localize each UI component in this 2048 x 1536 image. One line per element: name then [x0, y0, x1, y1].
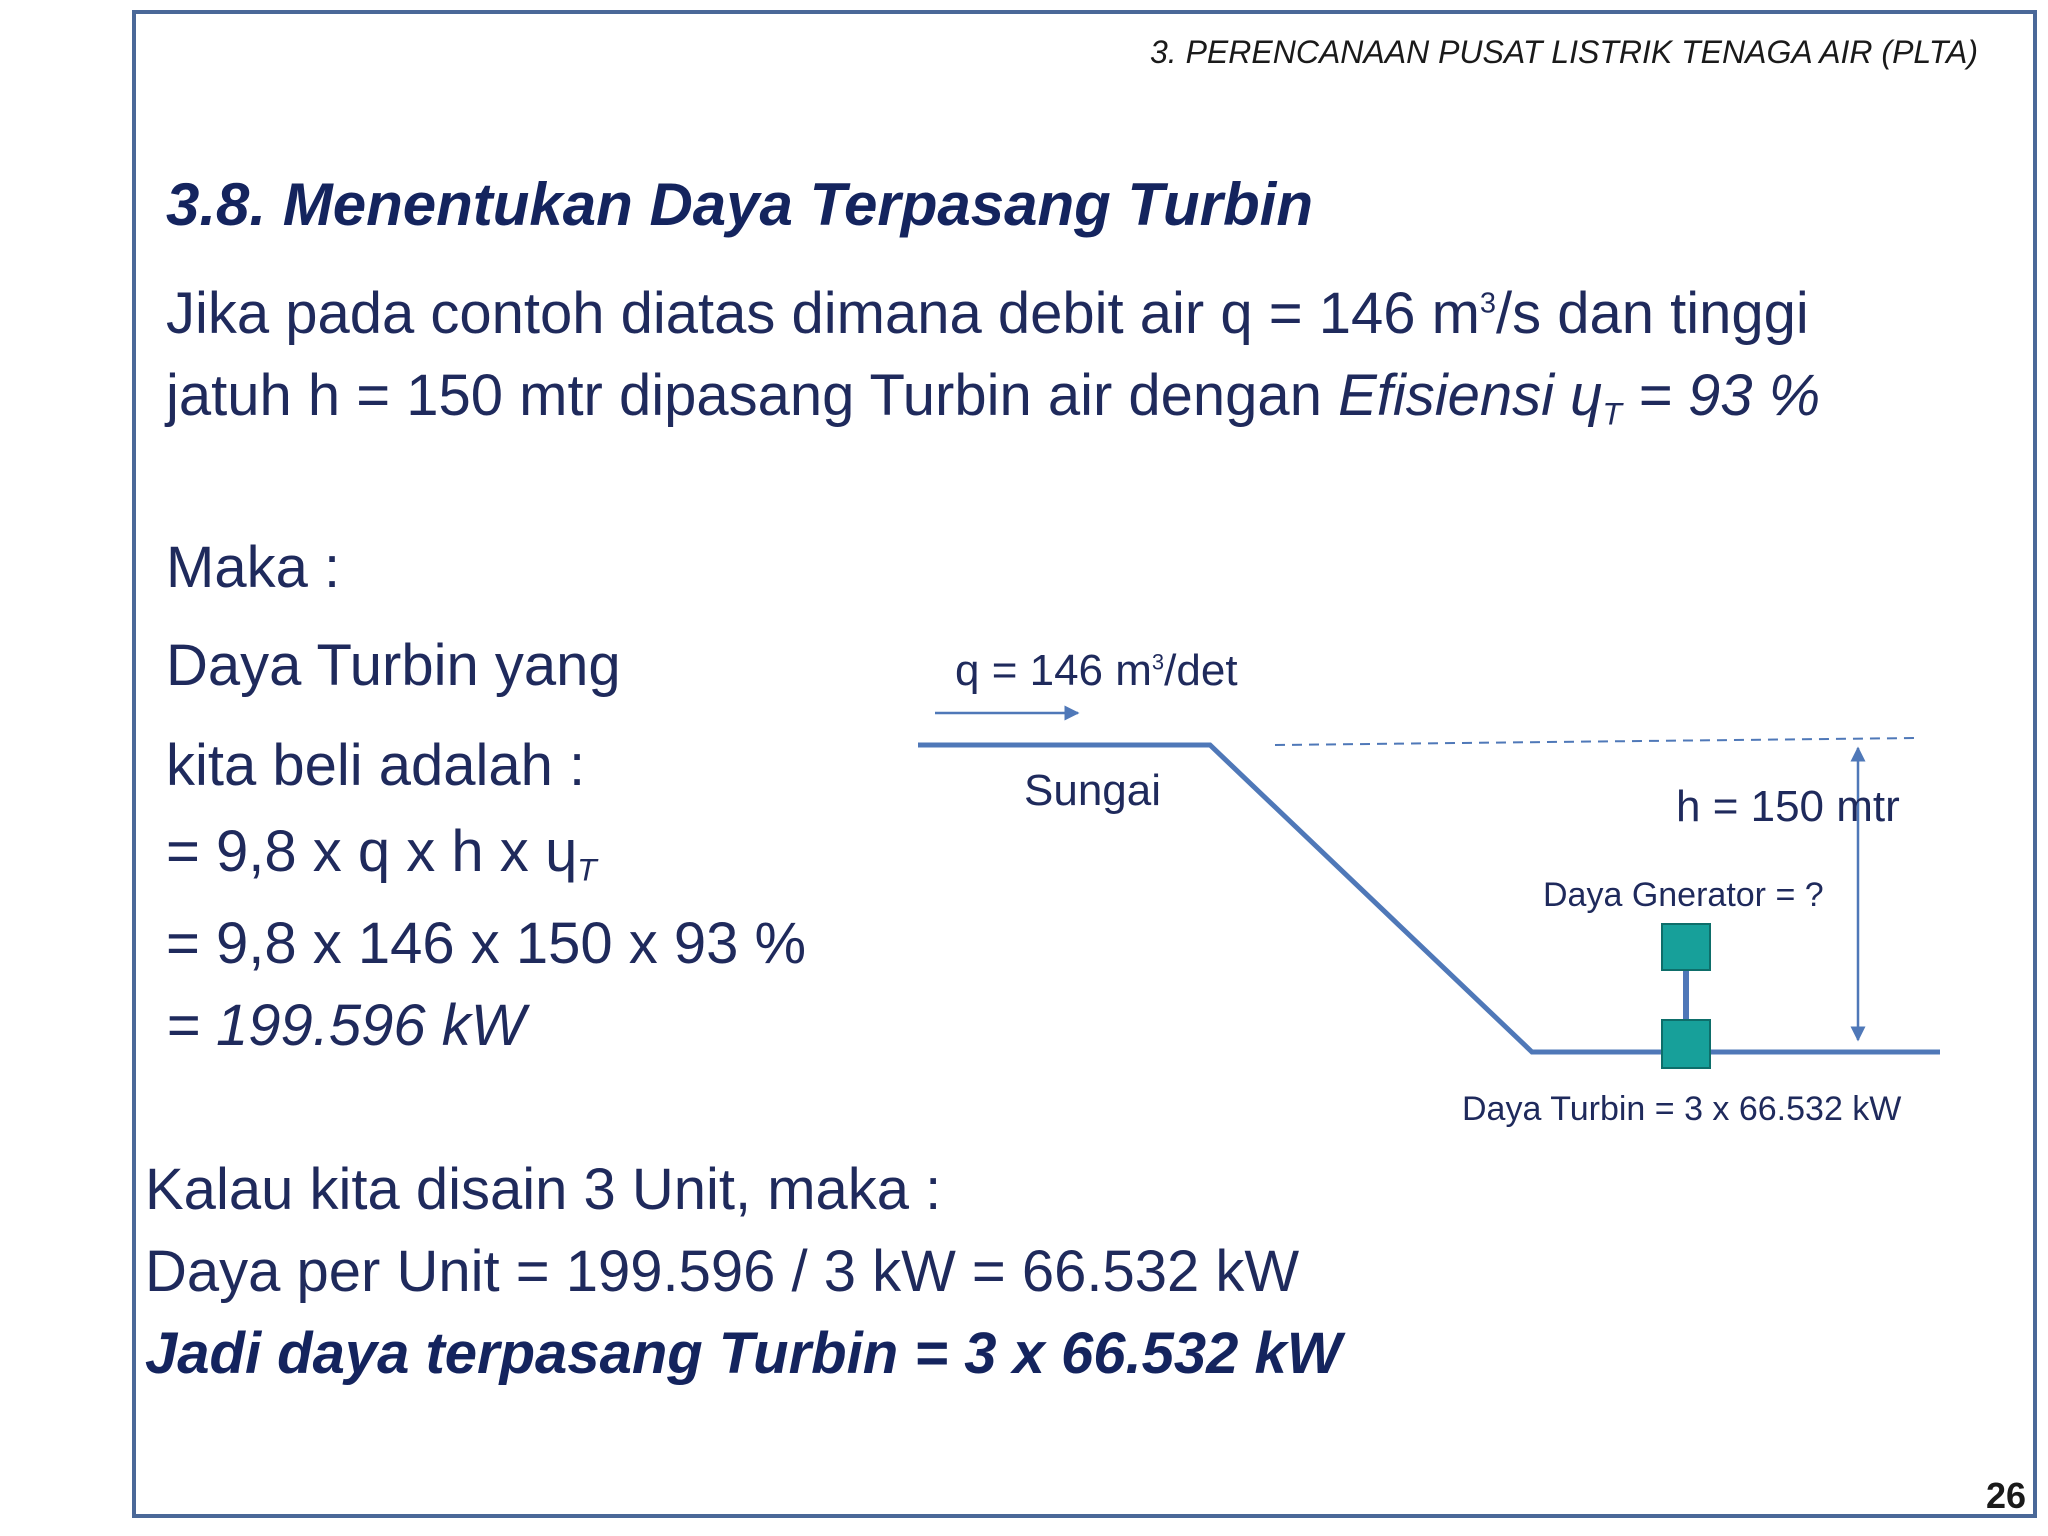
calc-substituted: = 9,8 x 146 x 150 x 93 %: [166, 911, 807, 976]
flow-rate-label: q = 146 $m^3/\det$: [955, 646, 1238, 695]
section-title: 3.8. Menentukan Daya Terpasang Turbin: [166, 171, 1313, 238]
head-label: h = 150 mtr: [1676, 782, 1900, 831]
conclusion-line-3: Jadi daya terpasang Turbin = 3 x 66.532 kW: [145, 1321, 1342, 1386]
turbine-label: Daya Turbin = 3 x 66.532 kW: [1462, 1090, 1902, 1128]
maka-label: Maka :: [166, 535, 341, 600]
page-number: 26: [1986, 1475, 2027, 1516]
river-label: Sungai: [1024, 766, 1162, 815]
conclusion-line-2: Daya per Unit = 199.596 / 3 kW = 66.532 kW: [145, 1239, 1300, 1304]
generator-label: Daya Gnerator = ?: [1543, 876, 1824, 914]
intro-line-1: Jika pada contoh diatas dimana debit air q = 146 $m^3/s$ dan tinggi: [166, 281, 1809, 346]
calc-formula: = 9,8 x q x h x ɥ$_T$: [166, 819, 597, 888]
generator-unit: [1662, 924, 1710, 970]
conclusion-line-1: Kalau kita disain 3 Unit, maka :: [145, 1157, 942, 1222]
intro-line-2: jatuh h = 150 mtr dipasang Turbin air dengan Efisiensi ɥ$_T$ = 93 %: [166, 363, 1821, 432]
head-reference-line: [1275, 738, 1918, 745]
calc-result: = 199.596 kW: [166, 993, 526, 1058]
calc-line-1: Daya Turbin yang: [166, 633, 621, 698]
turbine-unit: [1662, 1020, 1710, 1068]
slide-header: 3. PERENCANAAN PUSAT LISTRIK TENAGA AIR (PLTA): [1150, 34, 1979, 70]
calc-line-2: kita beli adalah :: [166, 733, 586, 798]
